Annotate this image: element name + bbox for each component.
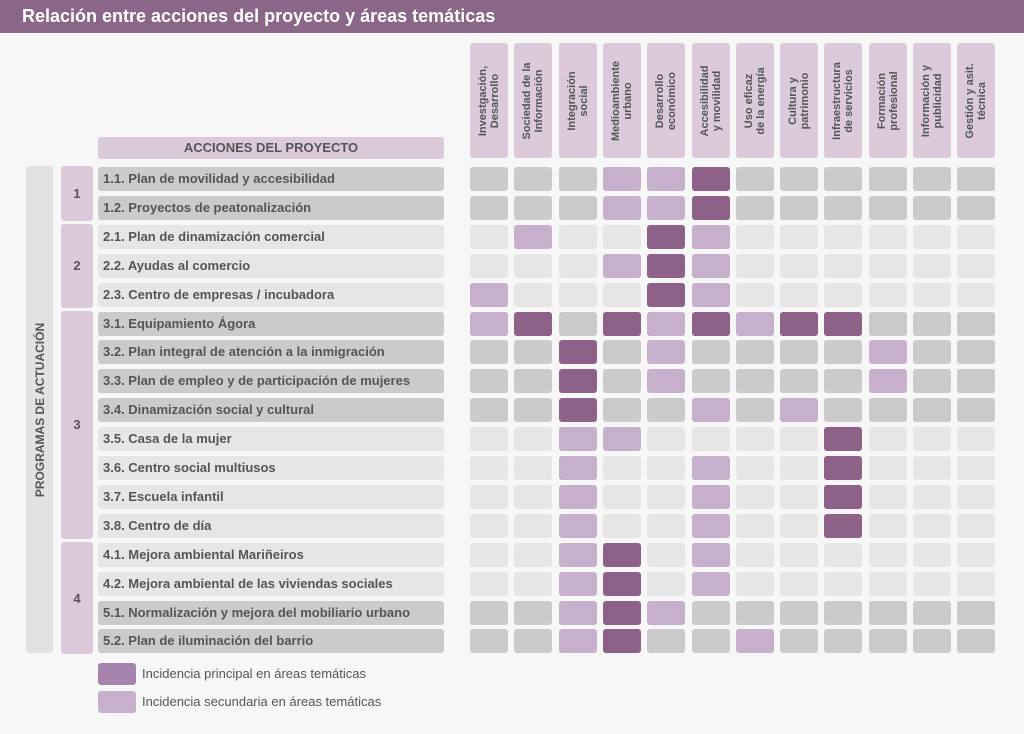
column-header-label: Medioambiente urbano (609, 60, 634, 141)
actions-header: ACCIONES DEL PROYECTO (98, 137, 444, 159)
matrix-cell (869, 167, 907, 191)
column-header (913, 43, 951, 158)
matrix-cell (514, 167, 552, 191)
matrix-cell (780, 225, 818, 249)
matrix-cell (603, 225, 641, 249)
matrix-cell (514, 514, 552, 538)
matrix-cell (869, 283, 907, 307)
matrix-cell (470, 225, 508, 249)
matrix-cell (470, 514, 508, 538)
matrix-cell (869, 572, 907, 596)
matrix-cell (780, 427, 818, 451)
matrix-cell (514, 340, 552, 364)
matrix-cell (957, 427, 995, 451)
action-row-label: 3.5. Casa de la mujer (98, 427, 444, 451)
matrix-cell (824, 167, 862, 191)
matrix-cell (559, 196, 597, 220)
matrix-cell (692, 572, 730, 596)
matrix-cell (869, 254, 907, 278)
matrix-cell (647, 196, 685, 220)
group-number: 2 (61, 224, 93, 308)
group-number: 3 (61, 311, 93, 539)
matrix-cell (514, 601, 552, 625)
matrix-cell (869, 340, 907, 364)
column-header (824, 43, 862, 158)
matrix-cell (470, 485, 508, 509)
column-header-label: Investgación, Desarrollo (477, 65, 501, 136)
matrix-cell (514, 427, 552, 451)
action-row-label: 3.2. Plan integral de atención a la inmigración (98, 340, 444, 364)
action-row-label: 1.2. Proyectos de peatonalización (98, 196, 444, 220)
matrix-cell (692, 196, 730, 220)
matrix-cell (559, 514, 597, 538)
matrix-cell (559, 601, 597, 625)
matrix-cell (780, 398, 818, 422)
column-header (514, 43, 552, 158)
matrix-cell (869, 485, 907, 509)
matrix-cell (780, 312, 818, 336)
action-row-label: 5.1. Normalización y mejora del mobiliario urbano (98, 601, 444, 625)
matrix-cell (736, 629, 774, 653)
column-header-label: Formación profesional (875, 70, 900, 131)
matrix-cell (913, 225, 951, 249)
matrix-cell (692, 167, 730, 191)
matrix-cell (514, 254, 552, 278)
column-header (869, 43, 907, 158)
matrix-cell (824, 601, 862, 625)
matrix-cell (824, 543, 862, 567)
matrix-cell (824, 312, 862, 336)
matrix-cell (780, 196, 818, 220)
matrix-cell (869, 543, 907, 567)
matrix-cell (736, 398, 774, 422)
matrix-cell (559, 369, 597, 393)
matrix-cell (913, 167, 951, 191)
matrix-cell (869, 398, 907, 422)
column-header (470, 43, 508, 158)
matrix-cell (470, 254, 508, 278)
matrix-cell (913, 196, 951, 220)
matrix-cell (780, 601, 818, 625)
matrix-cell (470, 629, 508, 653)
matrix-cell (603, 398, 641, 422)
matrix-cell (957, 167, 995, 191)
matrix-cell (913, 283, 951, 307)
matrix-cell (647, 601, 685, 625)
matrix-cell (736, 196, 774, 220)
matrix-cell (514, 225, 552, 249)
matrix-cell (603, 456, 641, 480)
matrix-cell (957, 196, 995, 220)
matrix-cell (647, 340, 685, 364)
matrix-cell (647, 225, 685, 249)
matrix-cell (913, 427, 951, 451)
matrix-cell (647, 312, 685, 336)
matrix-cell (692, 543, 730, 567)
matrix-cell (869, 629, 907, 653)
matrix-cell (736, 572, 774, 596)
column-header-label: Accesibilidad y movilidad (698, 65, 723, 136)
matrix-cell (603, 427, 641, 451)
action-row-label: 3.1. Equipamiento Ágora (98, 312, 444, 336)
matrix-cell (736, 601, 774, 625)
action-row-label: 2.1. Plan de dinamización comercial (98, 225, 444, 249)
matrix-cell (647, 167, 685, 191)
matrix-cell (736, 485, 774, 509)
matrix-cell (647, 456, 685, 480)
matrix-cell (780, 167, 818, 191)
matrix-cell (514, 312, 552, 336)
matrix-cell (913, 456, 951, 480)
matrix-cell (559, 398, 597, 422)
matrix-cell (470, 572, 508, 596)
matrix-cell (869, 427, 907, 451)
matrix-cell (957, 283, 995, 307)
matrix-cell (736, 543, 774, 567)
matrix-cell (913, 543, 951, 567)
matrix-cell (603, 167, 641, 191)
matrix-cell (824, 254, 862, 278)
matrix-cell (514, 196, 552, 220)
matrix-cell (603, 543, 641, 567)
column-header-label: Integración social (565, 70, 590, 131)
matrix-cell (692, 340, 730, 364)
matrix-cell (736, 514, 774, 538)
matrix-cell (780, 485, 818, 509)
matrix-cell (736, 369, 774, 393)
matrix-cell (780, 514, 818, 538)
matrix-cell (559, 629, 597, 653)
matrix-cell (603, 601, 641, 625)
matrix-cell (514, 369, 552, 393)
matrix-cell (824, 196, 862, 220)
matrix-cell (514, 283, 552, 307)
matrix-cell (780, 572, 818, 596)
matrix-cell (559, 427, 597, 451)
matrix-cell (824, 340, 862, 364)
matrix-cell (647, 514, 685, 538)
matrix-cell (957, 456, 995, 480)
matrix-cell (603, 629, 641, 653)
column-header (647, 43, 685, 158)
matrix-cell (647, 398, 685, 422)
action-row-label: 3.6. Centro social multiusos (98, 456, 444, 480)
matrix-cell (913, 254, 951, 278)
action-row-label: 1.1. Plan de movilidad y accesibilidad (98, 167, 444, 191)
matrix-cell (603, 254, 641, 278)
matrix-cell (736, 254, 774, 278)
action-row-label: 2.2. Ayudas al comercio (98, 254, 444, 278)
matrix-cell (470, 312, 508, 336)
column-header-label: Gestión y asit. técnica (964, 62, 989, 139)
matrix-cell (913, 514, 951, 538)
matrix-cell (957, 340, 995, 364)
action-row-label: 3.7. Escuela infantil (98, 485, 444, 509)
matrix-cell (824, 572, 862, 596)
matrix-cell (603, 485, 641, 509)
matrix-cell (824, 485, 862, 509)
matrix-cell (692, 485, 730, 509)
column-header-label: Cultura y patrimonio (787, 72, 812, 129)
matrix-cell (824, 629, 862, 653)
matrix-cell (559, 456, 597, 480)
matrix-cell (514, 543, 552, 567)
action-row-label: 3.4. Dinamización social y cultural (98, 398, 444, 422)
column-header (603, 43, 641, 158)
matrix-cell (957, 369, 995, 393)
column-header-label: Desarrollo económico (654, 71, 679, 130)
matrix-cell (692, 427, 730, 451)
matrix-cell (647, 427, 685, 451)
matrix-cell (824, 456, 862, 480)
matrix-cell (692, 369, 730, 393)
matrix-cell (869, 456, 907, 480)
matrix-cell (470, 167, 508, 191)
matrix-cell (780, 369, 818, 393)
matrix-cell (957, 514, 995, 538)
matrix-cell (824, 369, 862, 393)
matrix-cell (957, 485, 995, 509)
matrix-cell (603, 572, 641, 596)
action-row-label: 4.2. Mejora ambiental de las viviendas sociales (98, 572, 444, 596)
matrix-cell (957, 629, 995, 653)
matrix-cell (780, 543, 818, 567)
matrix-cell (957, 398, 995, 422)
matrix-cell (603, 340, 641, 364)
matrix-cell (692, 456, 730, 480)
matrix-cell (470, 427, 508, 451)
matrix-cell (913, 572, 951, 596)
matrix-cell (780, 629, 818, 653)
matrix-cell (692, 514, 730, 538)
matrix-cell (736, 312, 774, 336)
group-number: 4 (61, 542, 93, 655)
matrix-cell (470, 543, 508, 567)
matrix-cell (559, 283, 597, 307)
action-row-label: 5.2. Plan de iluminación del barrio (98, 629, 444, 653)
programs-label-box (26, 166, 53, 653)
matrix-cell (647, 543, 685, 567)
legend-swatch (98, 691, 136, 713)
matrix-cell (559, 340, 597, 364)
matrix-cell (957, 601, 995, 625)
matrix-cell (913, 369, 951, 393)
matrix-cell (869, 312, 907, 336)
matrix-cell (514, 456, 552, 480)
column-header-label: Sociedad de la Información (521, 61, 546, 140)
matrix-cell (736, 225, 774, 249)
matrix-cell (603, 514, 641, 538)
matrix-cell (957, 225, 995, 249)
column-header (736, 43, 774, 158)
matrix-cell (913, 485, 951, 509)
column-header-label: Uso eficaz de la energía (742, 66, 767, 135)
matrix-cell (647, 572, 685, 596)
matrix-cell (913, 601, 951, 625)
matrix-cell (514, 398, 552, 422)
matrix-cell (869, 601, 907, 625)
matrix-cell (559, 572, 597, 596)
matrix-cell (913, 629, 951, 653)
column-header (957, 43, 995, 158)
matrix-cell (559, 543, 597, 567)
matrix-cell (736, 167, 774, 191)
column-header-label: Información y publicidad (920, 64, 944, 137)
matrix-cell (559, 485, 597, 509)
matrix-cell (603, 283, 641, 307)
matrix-cell (470, 456, 508, 480)
matrix-cell (559, 254, 597, 278)
column-header (692, 43, 730, 158)
matrix-cell (736, 340, 774, 364)
matrix-cell (869, 514, 907, 538)
action-row-label: 3.3. Plan de empleo y de participación de mujeres (98, 369, 444, 393)
group-number: 1 (61, 166, 93, 221)
matrix-cell (692, 312, 730, 336)
legend-label: Incidencia principal en áreas temáticas (142, 666, 367, 681)
matrix-cell (603, 312, 641, 336)
matrix-cell (780, 456, 818, 480)
action-row-label: 4.1. Mejora ambiental Mariñeiros (98, 543, 444, 567)
matrix-cell (470, 340, 508, 364)
matrix-cell (824, 427, 862, 451)
matrix-cell (559, 167, 597, 191)
matrix-cell (470, 369, 508, 393)
programs-label: PROGRAMAS DE ACTUACIÓN (32, 322, 47, 497)
matrix-cell (824, 514, 862, 538)
matrix-cell (824, 398, 862, 422)
matrix-cell (824, 225, 862, 249)
matrix-cell (824, 283, 862, 307)
matrix-cell (603, 196, 641, 220)
action-row-label: 2.3. Centro de empresas / incubadora (98, 283, 444, 307)
column-header (780, 43, 818, 158)
matrix-cell (470, 196, 508, 220)
matrix-cell (736, 283, 774, 307)
matrix-cell (957, 572, 995, 596)
matrix-cell (736, 456, 774, 480)
matrix-cell (514, 629, 552, 653)
matrix-cell (692, 629, 730, 653)
matrix-cell (692, 601, 730, 625)
matrix-cell (780, 254, 818, 278)
matrix-cell (869, 225, 907, 249)
matrix-cell (470, 283, 508, 307)
matrix-cell (647, 485, 685, 509)
legend-swatch (98, 663, 136, 685)
matrix-cell (736, 427, 774, 451)
matrix-cell (869, 196, 907, 220)
matrix-cell (647, 283, 685, 307)
matrix-cell (692, 283, 730, 307)
action-row-label: 3.8. Centro de día (98, 514, 444, 538)
matrix-cell (559, 225, 597, 249)
matrix-cell (692, 254, 730, 278)
matrix-cell (957, 543, 995, 567)
matrix-cell (913, 340, 951, 364)
column-header (559, 43, 597, 158)
matrix-cell (647, 629, 685, 653)
title-bar (0, 0, 1024, 33)
matrix-cell (647, 369, 685, 393)
matrix-cell (913, 398, 951, 422)
matrix-cell (470, 398, 508, 422)
matrix-cell (869, 369, 907, 393)
matrix-cell (514, 572, 552, 596)
matrix-cell (780, 283, 818, 307)
column-header-label: Infraestructura de servicios (831, 61, 856, 140)
matrix-cell (780, 340, 818, 364)
matrix-cell (957, 312, 995, 336)
matrix-cell (470, 601, 508, 625)
matrix-cell (913, 312, 951, 336)
matrix-cell (559, 312, 597, 336)
matrix-cell (957, 254, 995, 278)
matrix-cell (514, 485, 552, 509)
matrix-cell (603, 369, 641, 393)
legend-label: Incidencia secundaria en áreas temáticas (142, 694, 382, 709)
matrix-cell (692, 225, 730, 249)
matrix-cell (692, 398, 730, 422)
page-title: Relación entre acciones del proyecto y áreas temáticas (22, 6, 496, 26)
matrix-cell (647, 254, 685, 278)
